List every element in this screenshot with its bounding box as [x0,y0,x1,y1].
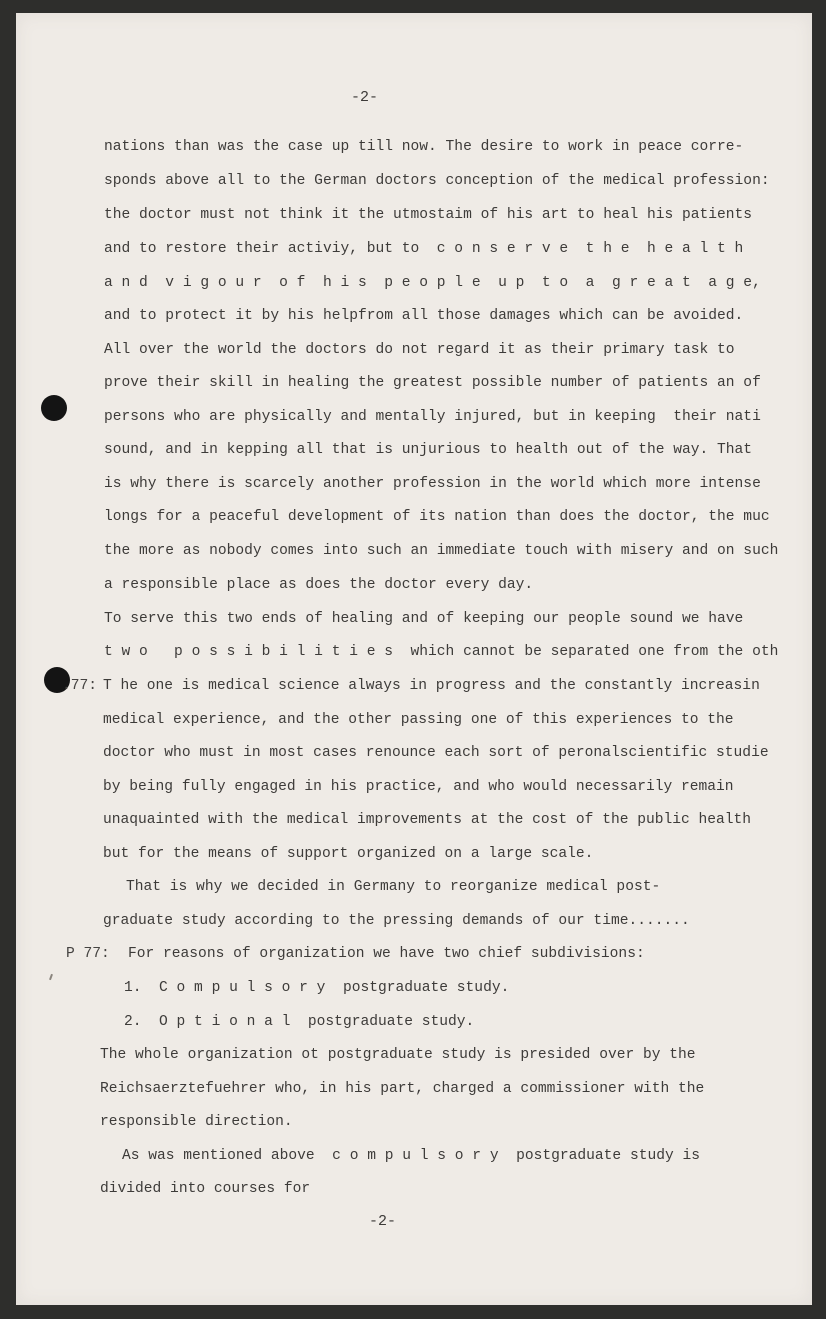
text-line: is why there is scarcely another profession in the world which more intense [104,476,761,492]
text-line: nations than was the case up till now. The desire to work in peace corre- [104,139,744,155]
text-line: graduate study according to the pressing demands of our time....... [103,913,690,929]
text-line: For reasons of organization we have two chief subdivisions: [128,946,645,962]
margin-note-p77: P 77: [66,946,110,962]
text-line: All over the world the doctors do not regard it as their primary task to [104,342,735,358]
text-line: sponds above all to the German doctors conception of the medical profession: [104,173,770,189]
text-line: longs for a peaceful development of its nation than does the doctor, the muc [104,509,770,525]
text-line: As was mentioned above c o m p u l s o r y postgraduate study is [122,1148,701,1164]
text-line: divided into courses for [100,1181,311,1197]
text-line: the doctor must not think it the utmostaim of his art to heal his patients [104,207,753,223]
text-line: a n d v i g o u r o f h i s p e o p l e u p t o a g r e a t a g e, [104,275,761,291]
text-line: medical experience, and the other passing one of this experiences to the [103,712,734,728]
text-line: The whole organization ot postgraduate study is presided over by the [100,1047,696,1063]
text-line: but for the means of support organized on a large scale. [103,846,594,862]
page-number-top: -2- [351,89,379,106]
text-line: unaquainted with the medical improvements at the cost of the public health [103,812,752,828]
text-line: and to protect it by his helpfrom all those damages which can be avoided. [104,308,744,324]
text-line: To serve this two ends of healing and of keeping our people sound we have [104,611,744,627]
text-line: responsible direction. [100,1114,293,1130]
text-line: a responsible place as does the doctor every day. [104,577,534,593]
text-line: persons who are physically and mentally injured, but in keeping their nati [104,409,761,425]
text-line: Reichsaerztefuehrer who, in his part, charged a commissioner with the [100,1081,705,1097]
text-line: prove their skill in healing the greatest possible number of patients an of [104,375,761,391]
text-line: doctor who must in most cases renounce each sort of peronalscientific studie [103,745,769,761]
text-line: by being fully engaged in his practice, and who would necessarily remain [103,779,734,795]
margin-note-77: .77: [62,678,98,694]
text-line: That is why we decided in Germany to reorganize medical post- [126,879,661,895]
text-line: t w o p o s s i b i l i t i e s which cannot be separated one from the oth [104,644,779,660]
text-line: T he one is medical science always in progress and the constantly increasin [103,678,760,694]
list-item-compulsory: 1. C o m p u l s o r y postgraduate study. [124,980,510,996]
page-number-bottom: -2- [369,1213,397,1230]
list-item-optional: 2. O p t i o n a l postgraduate study. [124,1014,475,1030]
text-line: sound, and in kepping all that is unjurious to health out of the way. That [104,442,753,458]
text-line: and to restore their activiy, but to c o n s e r v e t h e h e a l t h [104,241,744,257]
text-line: the more as nobody comes into such an immediate touch with misery and on such [104,543,779,559]
punch-hole-upper [41,395,67,421]
